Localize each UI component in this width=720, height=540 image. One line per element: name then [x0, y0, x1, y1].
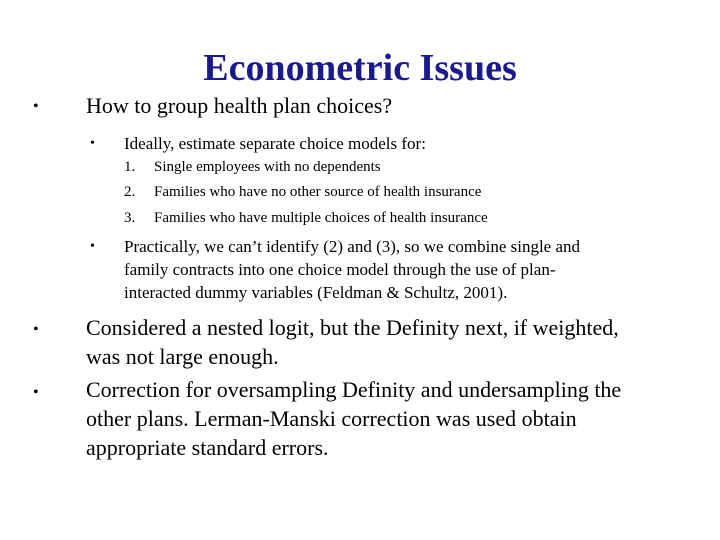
text-line: other plans. Lerman-Manski correction was used obtain	[86, 406, 577, 431]
numbered-item-1	[124, 155, 381, 180]
text-line: Considered a nested logit, but the Definity next, if weighted,	[86, 315, 619, 340]
slide-title: Econometric Issues	[203, 47, 517, 89]
bullet-3-text	[86, 375, 706, 462]
bullet-icon: •	[33, 321, 39, 338]
text-line: family contracts into one choice model through the use of plan-	[124, 260, 556, 279]
item-text: Families who have no other source of health insurance	[154, 184, 482, 200]
numbered-item-2	[124, 180, 481, 205]
text-line: appropriate standard errors.	[86, 435, 329, 460]
item-number: 1.	[124, 159, 136, 175]
text-line: was not large enough.	[86, 344, 279, 369]
text-line: Practically, we can’t identify (2) and (3), so we combine single and	[124, 237, 581, 256]
bullet-icon: •	[90, 136, 95, 151]
numbered-item-3	[124, 206, 488, 231]
sub-bullet-1-text: Ideally, estimate separate choice models for:	[124, 134, 426, 153]
item-text: Single employees with no dependents	[154, 159, 381, 175]
item-text: Families who have multiple choices of health insurance	[154, 210, 488, 226]
text-line: Correction for oversampling Definity and undersampling the	[86, 377, 622, 402]
bullet-icon: •	[33, 384, 39, 401]
item-number: 3.	[124, 210, 136, 226]
item-number: 2.	[124, 184, 136, 200]
bullet-1-text: How to group health plan choices?	[86, 93, 393, 118]
bullet-2-text	[86, 313, 706, 371]
sub-bullet-2-text	[124, 235, 684, 304]
bullet-icon: •	[33, 98, 39, 115]
bullet-icon: •	[90, 239, 95, 254]
text-line: interacted dummy variables (Feldman & Schultz, 2001).	[124, 283, 508, 302]
